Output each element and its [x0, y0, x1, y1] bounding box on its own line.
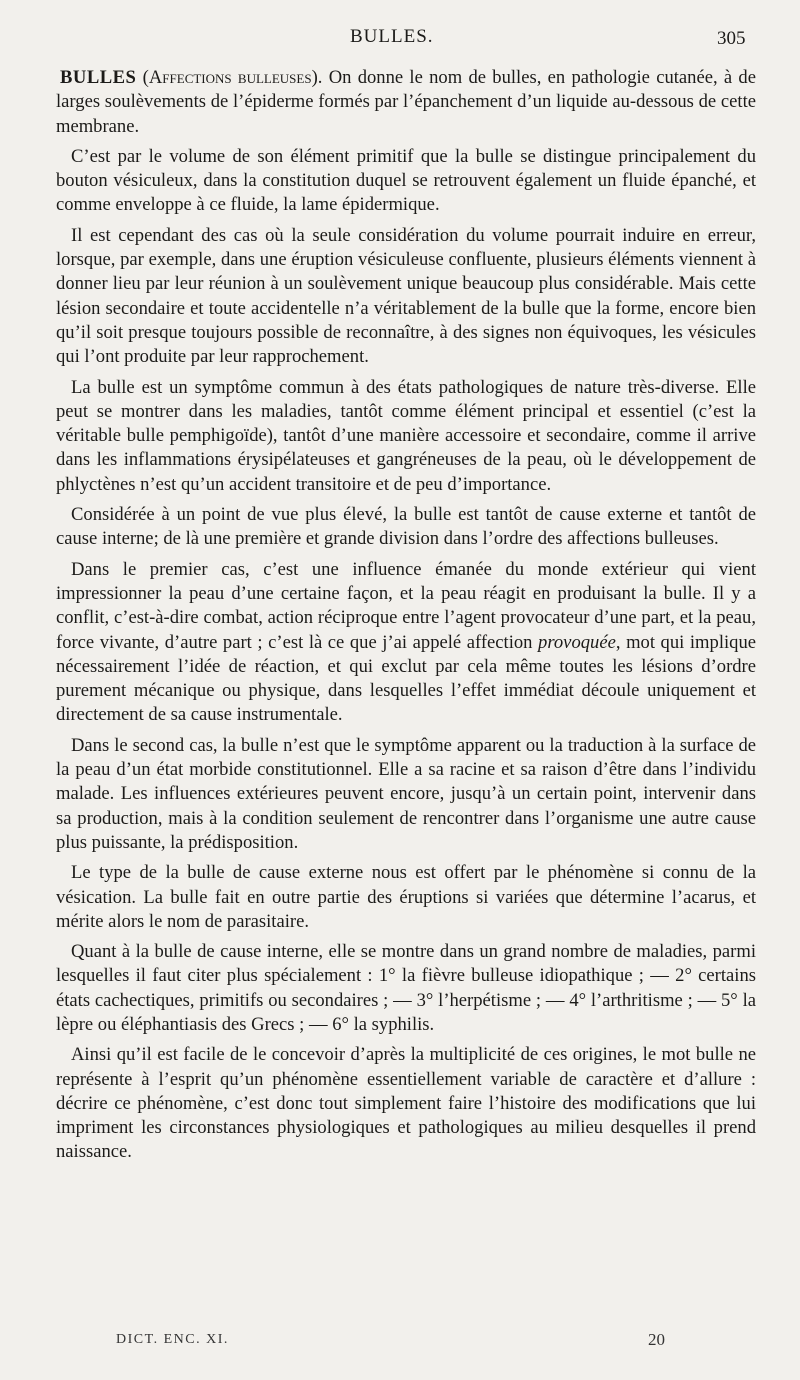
paragraph: Dans le second cas, la bulle n’est que le symptôme apparent ou la traduction à la surface de la peau d’un état morbide constitutionnel. Elle a sa racine et sa raison d’être dans l’individu malade. Les influences extérieures peuvent encore, jusqu’à un certain point, intervenir dans sa production, mais à la condition seulement de rencontrer dans l’organisme une autre cause plus puissante, la prédisposition.	[56, 734, 756, 853]
page-footer	[0, 1332, 800, 1356]
article-headword: BULLES	[60, 67, 137, 88]
paragraph-text: , mot qui implique nécessairement l’idée de réaction, et qui exclut par cela même toutes les lésions d’ordre purement mécanique ou physique, dans lesquelles l’effet immédiat découle uniquement et directement de sa cause instrumentale.	[56, 631, 756, 726]
article-subtitle: (Affections bulleuses).	[142, 67, 323, 88]
page-header	[0, 26, 800, 52]
page-number: 305	[717, 28, 746, 49]
sheet-number: 20	[648, 1330, 665, 1349]
paragraph: Considérée à un point de vue plus élevé, la bulle est tantôt de cause externe et tantôt de cause interne; de là une première et grande division dans l’ordre des affections bulleuses.	[56, 504, 756, 550]
paragraph-text: Dans le premier cas, c’est une influence émanée du monde extérieur qui vient impressionner la peau d’une certaine façon, et la peau réagit en produisant la bulle. Il y a conflit, c’est-à-dire combat, action réciproque entre l’agent provocateur d’une part, et la peau, force vivante, d’autre part ; c’est là ce que j’ai appelé affection	[56, 558, 756, 653]
italic-term: provoquée	[538, 631, 616, 653]
paragraph: C’est par le volume de son élément primitif que la bulle se distingue principalement du bouton vésiculeux, dans la constitution duquel se retrouvent également un fluide épanché, et comme enveloppe à ce fluide, la lame épidermique.	[56, 145, 756, 216]
paragraph: Ainsi qu’il est facile de le concevoir d’après la multiplicité de ces origines, le mot bulle ne représente à l’esprit qu’un phénomène essentiellement variable de caractère et d’allure : décrire ce phénomène, c’est donc tout simplement faire l’histoire des modifications que lui impriment les circonstances physiologiques et pathologiques au milieu desquelles il prend naissance.	[56, 1044, 756, 1163]
running-head: BULLES.	[350, 26, 434, 47]
article-body	[56, 66, 756, 1171]
paragraph: Il est cependant des cas où la seule considération du volume pourrait induire en erreur, lorsque, par exemple, dans une éruption vésiculeuse confluente, plusieurs éléments viennent à donner lieu par leur réunion à un soulèvement unique beaucoup plus considérable. Mais cette lésion secondaire et toute accidentelle n’a véritablement de la bulle que la forme, encore bien qu’il soit presque toujours possible de reconnaître, à des signes non équivoques, les vésicules qui l’ont produite par leur rapprochement.	[56, 224, 756, 368]
intro-text: On donne le nom de bulles, en pathologie cutanée, à de larges soulèvements de l’épiderme formés par l’épanchement d’un liquide au-dessous de cette membrane.	[56, 67, 756, 137]
paragraph: Quant à la bulle de cause interne, elle se montre dans un grand nombre de maladies, parmi lesquelles il faut citer plus spécialement : 1° la fièvre bulleuse idiopathique ; — 2° certains états cachectiques, primitifs ou secondaires ; — 3° l’herpétisme ; — 4° l’arthritisme ; — 5° la lèpre ou éléphantiasis des Grecs ; — 6° la syphilis.	[56, 941, 756, 1035]
paragraph: Le type de la bulle de cause externe nous est offert par le phénomène si connu de la vésication. La bulle fait en outre partie des éruptions si variées que détermine l’acarus, et mérite alors le nom de parasitaire.	[56, 862, 756, 932]
paragraph	[56, 558, 756, 728]
paragraph: La bulle est un symptôme commun à des états pathologiques de nature très-diverse. Elle peut se montrer dans les maladies, tantôt comme élément principal et essentiel (c’est la véritable bulle pemphigoïde), tantôt d’une manière accessoire et secondaire, comme il arrive dans les inflammations érysipélateuses et gangréneuses de la peau, où le développement de phlyctènes n’est qu’un accident transitoire et de peu d’importance.	[56, 376, 756, 495]
paragraph-intro	[56, 66, 756, 139]
signature-mark: DICT. ENC. XI.	[116, 1332, 229, 1347]
